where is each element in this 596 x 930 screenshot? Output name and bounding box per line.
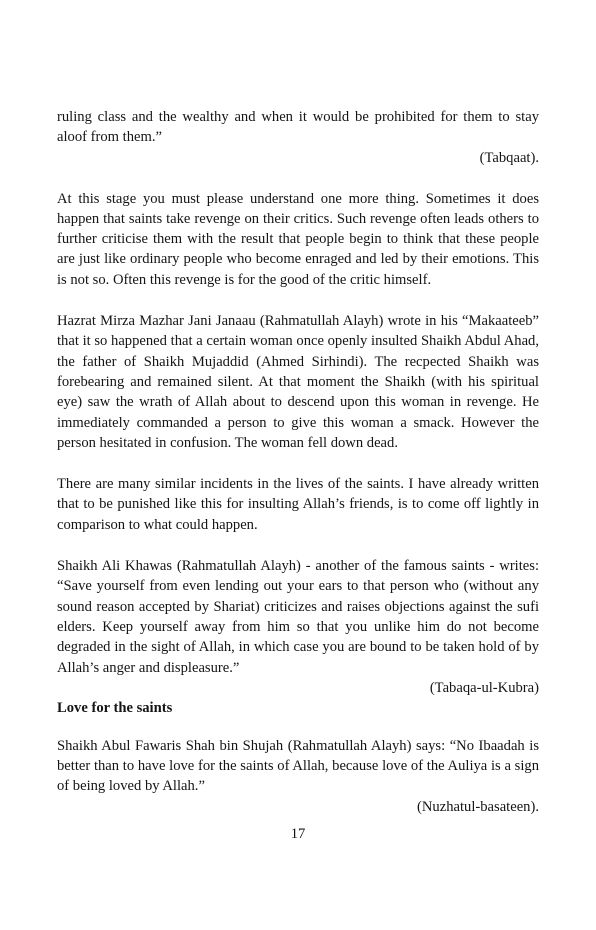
citation-nuzhatul: (Nuzhatul-basateen).: [417, 798, 539, 815]
paragraph-continuation: ruling class and the wealthy and when it would be prohibited for them to stay aloof from them.”: [57, 109, 539, 146]
paragraph-abul-fawaris: Shaikh Abul Fawaris Shah bin Shujah (Rahmatullah Alayh) says: “No Ibaadah is better than to have love for the saints of Allah, because love of the Auliya is a sign of being loved by Allah.”: [57, 737, 539, 795]
citation-tabaqa: (Tabaqa-ul-Kubra): [429, 679, 539, 696]
page-number: 17: [290, 826, 306, 842]
section-heading: Love for the saints: [57, 699, 173, 716]
paragraph-saints-revenge: At this stage you must please understand one more thing. Sometimes it does happen that saints take revenge on their critics. Such revenge often leads others to further criticise them with the result that people begin to think that these people are just like ordinary people who become enraged and led by their emotions. This is not so. Often this revenge is for the good of the critic himself.: [57, 190, 539, 288]
page-body: [57, 107, 539, 817]
paragraph-hazrat-mirza: Hazrat Mirza Mazhar Jani Janaau (Rahmatullah Alayh) wrote in his “Makaateeb” that it so happened that a certain woman once openly insulted Shaikh Abdul Ahad, the father of Shaikh Mujaddid (Ahmed Sirhindi). The recpected Shaikh was forebearing and remained silent. At that moment the Shaikh (with his spiritual eye) saw the wrath of Allah about to descend upon this woman in revenge. He immediately commanded a person to give this woman a smack. However the person hesitated in confusion. The woman fell down dead.: [57, 313, 539, 451]
paragraph-similar-incidents: There are many similar incidents in the lives of the saints. I have already written that to be punished like this for insulting Allah’s friends, is to come off lightly in comparison to what could happen.: [57, 476, 539, 533]
paragraph-ali-khawas: Shaikh Ali Khawas (Rahmatullah Alayh) - another of the famous saints - writes: “Save yourself from even lending out your ears to that person who (without any sound reason accepted by Shariat) criticizes and raises objections against the sufi elders. Keep yourself away from him so that you unlike him do not become degraded in the sight of Allah, in which case you are bound to be taken hold of by Allah’s anger and displeasure.”: [57, 558, 539, 676]
citation-tabqaat: (Tabqaat).: [479, 149, 539, 166]
